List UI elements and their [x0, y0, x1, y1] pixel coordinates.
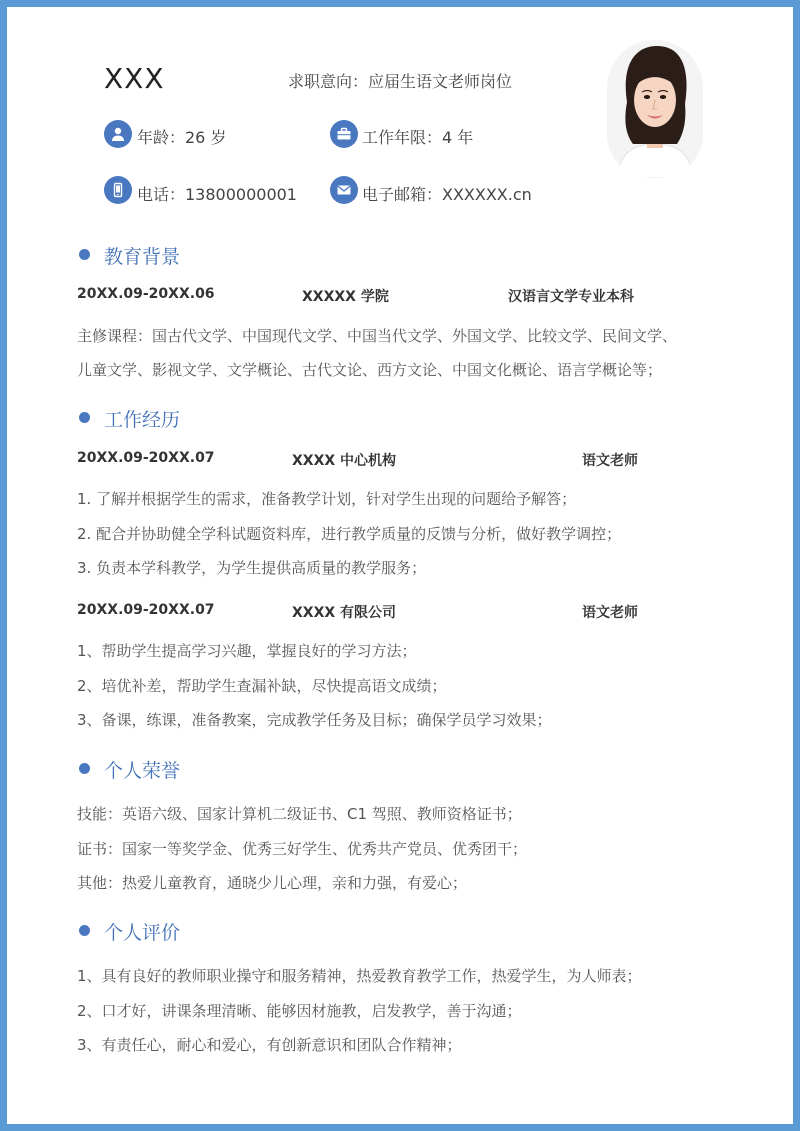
job-duty-line: 1、帮助学生提高学习兴趣，掌握良好的学习方法； — [77, 642, 417, 660]
evaluation-line: 2、口才好，讲课条理清晰、能够因材施教，启发教学，善于沟通； — [77, 1002, 522, 1020]
education-course-line: 儿童文学、影视文学、文学概论、古代文论、西方文论、中国文化概论、语言学概论等； — [77, 361, 663, 379]
honor-line: 技能：英语六级、国家计算机二级证书、C1 驾照、教师资格证书； — [77, 805, 522, 823]
education-date: 20XX.09-20XX.06 — [77, 286, 215, 302]
job-duty-line: 2. 配合并协助健全学科试题资料库，进行教学质量的反馈与分析，做好教学调控； — [77, 525, 622, 543]
job-duty-line: 3、备课，练课，准备教案，完成教学任务及目标；确保学员学习效果； — [77, 711, 552, 729]
email-text: 电子邮箱：XXXXXX.cn — [362, 185, 532, 204]
education-course-line: 主修课程：国古代文学、中国现代文学、中国当代文学、外国文学、比较文学、民间文学、 — [77, 327, 678, 345]
person-icon — [104, 120, 132, 148]
evaluation-line: 3、有责任心，耐心和爱心，有创新意识和团队合作精神； — [77, 1036, 462, 1054]
briefcase-icon — [330, 120, 358, 148]
mail-icon — [330, 176, 358, 204]
honor-line: 其他：热爱儿童教育，通晓少儿心理，亲和力强，有爱心； — [77, 874, 468, 892]
work-years-text: 工作年限：4 年 — [362, 128, 474, 147]
honor-line: 证书：国家一等奖学金、优秀三好学生、优秀共产党员、优秀团干； — [77, 840, 528, 858]
education-major: 汉语言文学专业本科 — [508, 289, 634, 305]
job-role: 语文老师 — [582, 605, 638, 621]
evaluation-line: 1、具有良好的教师职业操守和服务精神，热爱教育教学工作，热爱学生，为人师表； — [77, 967, 642, 985]
job-date: 20XX.09-20XX.07 — [77, 450, 215, 466]
job-org: XXXX 有限公司 — [292, 605, 397, 621]
job-duty-line: 1. 了解并根据学生的需求，准备教学计划，针对学生出现的问题给予解答； — [77, 490, 577, 508]
job-org: XXXX 中心机构 — [292, 453, 397, 469]
section-title-work: 工作经历 — [104, 409, 181, 431]
profile-photo — [607, 40, 703, 178]
section-bullet — [79, 763, 90, 774]
section-bullet — [79, 925, 90, 936]
job-role: 语文老师 — [582, 453, 638, 469]
job-date: 20XX.09-20XX.07 — [77, 602, 215, 618]
job-duty-line: 3. 负责本学科教学，为学生提供高质量的教学服务； — [77, 559, 427, 577]
job-duty-line: 2、培优补差，帮助学生查漏补缺，尽快提高语文成绩； — [77, 677, 447, 695]
phone-icon — [104, 176, 132, 204]
job-intent: 求职意向：应届生语文老师岗位 — [288, 72, 513, 91]
phone-text: 电话：13800000001 — [137, 185, 297, 204]
section-bullet — [79, 249, 90, 260]
candidate-name: XXX — [104, 62, 165, 95]
age-text: 年龄：26 岁 — [137, 128, 227, 147]
education-school: XXXXX 学院 — [302, 289, 389, 305]
section-bullet — [79, 412, 90, 423]
section-title-honors: 个人荣誉 — [104, 760, 181, 782]
section-title-education: 教育背景 — [104, 246, 181, 268]
section-title-evaluation: 个人评价 — [104, 922, 181, 944]
